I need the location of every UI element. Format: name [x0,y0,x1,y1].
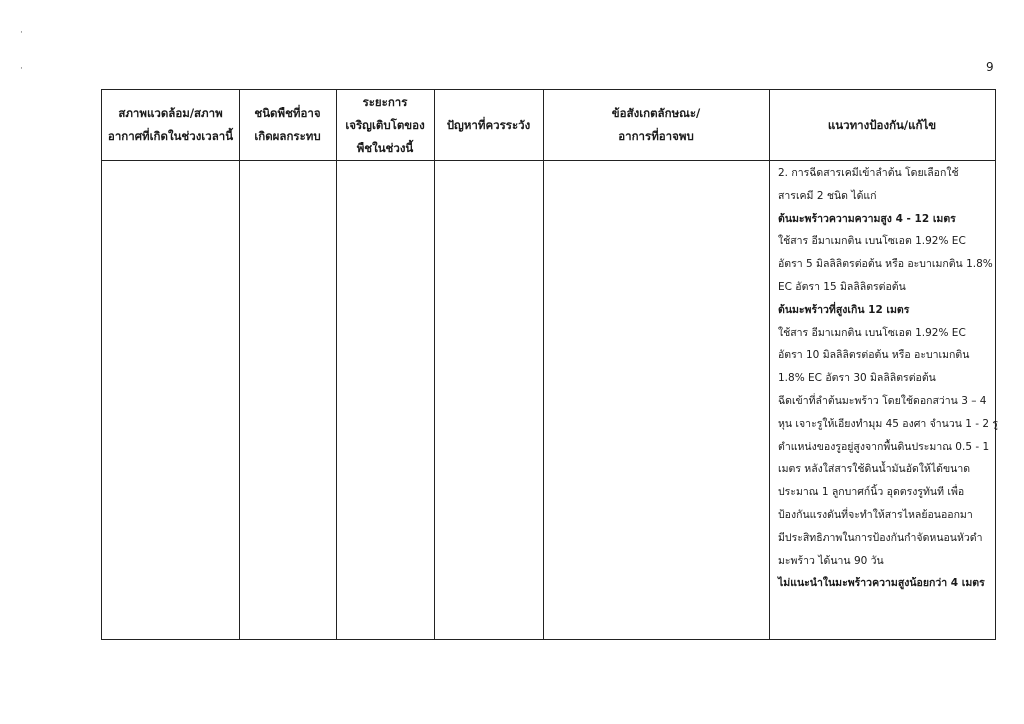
header-line: ระยะการ [362,94,408,109]
page-number: 9 [986,60,994,74]
guidance-line: 2. การฉีดสารเคมีเข้าลำต้น โดยเลือกใช้ [778,167,959,179]
guidance-line: ประมาณ 1 ลูกบาศก์นิ้ว อุดตรงรูทันที เพื่อ [778,486,965,499]
scan-speck: · [20,64,23,74]
guidance-table [101,89,999,640]
column-divider [336,90,337,639]
guidance-line: ใช้สาร อีมาเมกติน เบนโซเอต 1.92% EC [778,326,966,339]
guidance-line: ต้นมะพร้าวที่สูงเกิน 12 เมตร [778,303,910,316]
scan-speck: · [20,28,23,38]
guidance-line: 1.8% EC อัตรา 30 มิลลิลิตรต่อต้น [778,372,936,385]
column-divider [543,90,544,639]
column-divider [769,90,770,639]
guidance-line: มะพร้าว ได้นาน 90 วัน [778,554,884,567]
guidance-line: ป้องกันแรงดันที่จะทำให้สารไหลย้อนออกมา [778,508,973,521]
guidance-line: ใช้สาร อีมาเมกติน เบนโซเอต 1.92% EC [778,235,966,248]
guidance-line: มีประสิทธิภาพในการป้องกันกำจัดหนอนหัวดำ [778,531,983,544]
header-line: ข้อสังเกตลักษณะ/ [611,106,701,120]
header-line: แนวทางป้องกัน/แก้ไข [827,117,937,132]
header-guidance [769,90,995,160]
guidance-line: ต้นมะพร้าวความความสูง 4 - 12 เมตร [778,212,956,225]
guidance-line: หุน เจาะรูให้เอียงทำมุม 45 องศา จำนวน 1 - 2 รู [778,417,999,430]
column-divider [239,90,240,639]
header-line: เจริญเติบโตของ [345,117,425,132]
guidance-line: ไม่แนะนำในมะพร้าวความสูงน้อยกว่า 4 เมตร [778,577,985,590]
guidance-line: ตำแหน่งของรูอยู่สูงจากพื้นดินประมาณ 0.5 - 1 [778,440,990,453]
column-divider [434,90,435,639]
header-line: ปัญหาที่ควรระวัง [446,117,531,132]
guidance-line: ฉีดเข้าที่ลำต้นมะพร้าว โดยใช้ดอกสว่าน 3 – 4 [778,394,987,407]
header-line: อาการที่อาจพบ [618,129,694,143]
guidance-line: เมตร หลังใส่สารใช้ดินน้ำมันอัดให้ได้ขนาด [778,463,971,476]
guidance-line: อัตรา 10 มิลลิลิตรต่อต้น หรือ อะบาเมกติน [778,349,970,362]
header-environment [102,90,239,160]
header-divider [102,160,995,161]
header-line: สภาพแวดล้อม/สภาพ [118,106,223,120]
guidance-cell [771,162,999,595]
header-line: อากาศที่เกิดในช่วงเวลานี้ [107,129,234,143]
header-affected-crops [239,90,336,160]
guidance-line: EC อัตรา 15 มิลลิลิตรต่อต้น [778,280,906,293]
header-symptoms [543,90,769,160]
header-line: เกิดผลกระทบ [254,129,321,143]
guidance-line: สารเคมี 2 ชนิด ได้แก่ [778,189,877,202]
header-line: พืชในช่วงนี้ [356,140,414,155]
header-problems [434,90,543,160]
header-growth-stage [336,90,434,160]
header-line: ชนิดพืชที่อาจ [254,106,321,120]
guidance-line: อัตรา 5 มิลลิลิตรต่อต้น หรือ อะบาเมกติน 1.8% [778,258,993,271]
